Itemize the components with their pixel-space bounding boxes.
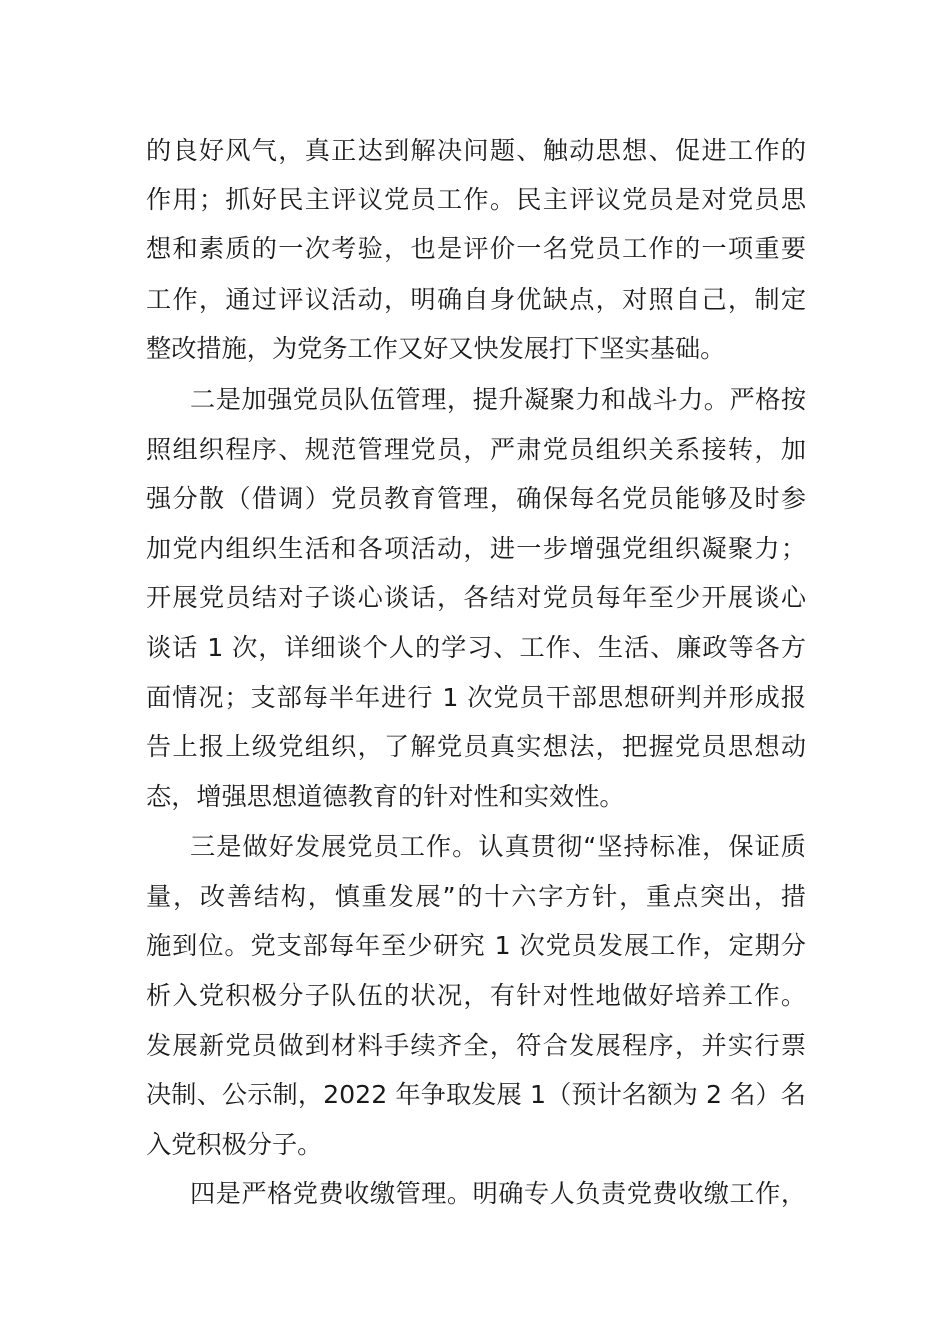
paragraph-line: 决制、公示制，2022 年争取发展 1（预计名额为 2 名）名: [146, 1080, 806, 1109]
paragraph-line: 工作，通过评议活动，明确自身优缺点，对照自己，制定: [146, 285, 806, 314]
paragraph-line: 谈话 1 次，详细谈个人的学习、工作、生活、廉政等各方: [146, 633, 806, 662]
paragraph-line: 四是严格党费收缴管理。明确专人负责党费收缴工作，: [190, 1179, 806, 1208]
paragraph-line: 入党积极分子。: [146, 1130, 323, 1159]
paragraph-line: 发展新党员做到材料手续齐全，符合发展程序，并实行票: [146, 1031, 806, 1060]
paragraph-line: 三是做好发展党员工作。认真贯彻“坚持标准，保证质: [190, 832, 806, 861]
paragraph-line: 析入党积极分子队伍的状况，有针对性地做好培养工作。: [146, 981, 806, 1010]
paragraph-line: 施到位。党支部每年至少研究 1 次党员发展工作，定期分: [146, 931, 806, 960]
paragraph-line: 态，增强思想道德教育的针对性和实效性。: [146, 782, 625, 811]
paragraph-line: 加党内组织生活和各项活动，进一步增强党组织凝聚力；: [146, 534, 806, 563]
paragraph-line: 开展党员结对子谈心谈话，各结对党员每年至少开展谈心: [146, 583, 806, 612]
paragraph-line: 二是加强党员队伍管理，提升凝聚力和战斗力。严格按: [190, 385, 806, 414]
paragraph-line: 量，改善结构，慎重发展”的十六字方针，重点突出，措: [146, 882, 806, 911]
paragraph-line: 的良好风气，真正达到解决问题、触动思想、促进工作的: [146, 136, 806, 165]
paragraph-line: 照组织程序、规范管理党员，严肃党员组织关系接转，加: [146, 435, 806, 464]
paragraph-line: 作用；抓好民主评议党员工作。民主评议党员是对党员思: [146, 185, 806, 214]
paragraph-line: 整改措施，为党务工作又好又快发展打下坚实基础。: [146, 334, 726, 363]
paragraph-line: 想和素质的一次考验，也是评价一名党员工作的一项重要: [146, 234, 806, 263]
paragraph-line: 告上报上级党组织，了解党员真实想法，把握党员思想动: [146, 732, 806, 761]
paragraph-line: 强分散（借调）党员教育管理，确保每名党员能够及时参: [146, 484, 806, 513]
paragraph-line: 面情况；支部每半年进行 1 次党员干部思想研判并形成报: [146, 683, 806, 712]
